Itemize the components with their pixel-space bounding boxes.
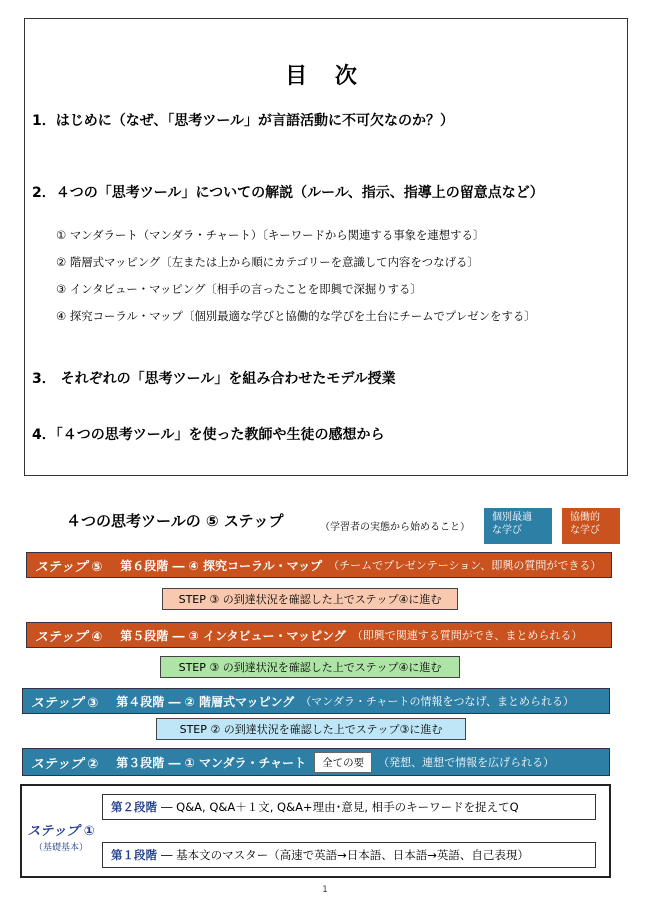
step-4-stage: 第５段階 ― ③ インタビュー・マッピング — [120, 628, 346, 643]
toc-subsection-1: ① マンダラート（マンダラ・チャート）〔キーワードから関連する事象を連想する〕 — [56, 228, 485, 242]
condition-step-4: STEP ③ の到達状況を確認した上でステップ④に進む — [160, 656, 460, 678]
stage-2-row — [102, 794, 596, 820]
toc-section-4: 4．「４つの思考ツール」を使った教師や生徒の感想から — [32, 427, 385, 443]
step-3-desc: （マンダラ・チャートの情報をつなげ、まとめられる） — [300, 695, 575, 708]
step-2-bar — [22, 748, 610, 776]
step-5-bar — [26, 552, 612, 578]
stage-2-text: ― Q&A, Q&A＋１文, Q&A+理由･意見, 相手のキーワードを捉えてQ — [161, 800, 519, 814]
toc-section-3: 3． それぞれの「思考ツール」を組み合わせたモデル授業 — [32, 371, 396, 387]
stage-2-label: 第２段階 — [111, 800, 157, 814]
toc-subsection-3: ③ インタビュー・マッピング〔相手の言ったことを即興で深掘りする〕 — [56, 282, 422, 296]
step-4-bar — [26, 622, 612, 648]
step-3-bar — [22, 688, 610, 714]
condition-step-3: STEP ② の到達状況を確認した上でステップ③に進む — [156, 718, 466, 740]
step-5-label: ステップ ⑤ — [35, 559, 103, 575]
badge-collab — [562, 508, 620, 544]
badge-collab-text: 協働的 な学び — [570, 512, 600, 536]
step-2-label: ステップ ② — [31, 756, 99, 772]
step-2-stage: 第３段階 ― ① マンダラ・チャート — [116, 755, 307, 770]
stage-1-row — [102, 842, 596, 868]
toc-section-1: 1．はじめに（なぜ、「思考ツール」が言語活動に不可欠なのか？） — [32, 113, 455, 129]
step-2-desc: （発想、連想で情報を広げられる） — [378, 756, 555, 769]
toc-subsection-2: ② 階層式マッピング〔左または上から順にカテゴリーを意識して内容をつなげる〕 — [56, 255, 479, 269]
steps-title: ４つの思考ツールの ⑤ ステップ — [66, 512, 284, 530]
step-5-stage: 第６段階 ― ④ 探究コーラル・マップ — [120, 558, 323, 573]
toc-section-2: 2．４つの「思考ツール」についての解説（ルール、指示、指導上の留意点など） — [32, 185, 544, 201]
toc-subsection-4: ④ 探究コーラル・マップ〔個別最適な学びと協働的な学びを土台にチームでプレゼンをする〕 — [56, 309, 536, 323]
badge-individual — [484, 508, 552, 544]
page-number: 1 — [322, 885, 328, 895]
toc-box — [24, 18, 628, 476]
stage-1-text: ― 基本文のマスター（高速で英語→日本語、日本語→英語、自己表現） — [161, 848, 529, 862]
condition-step-5: STEP ③ の到達状況を確認した上でステップ④に進む — [162, 588, 458, 610]
toc-title: 目 次 — [285, 64, 367, 89]
badge-individual-text: 個別最適 な学び — [492, 512, 532, 536]
stage-1-label: 第１段階 — [111, 848, 157, 862]
step-3-label: ステップ ③ — [31, 695, 99, 711]
steps-note: （学習者の実態から始めること） — [320, 522, 470, 533]
step-4-desc: （即興で関連する質問ができ、まとめられる） — [351, 629, 583, 642]
step-1-label: ステップ ① — [27, 824, 95, 839]
step-5-desc: （チームでプレゼンテーション、即興の質問ができる） — [328, 559, 602, 572]
step-1-sublabel: （基礎基本） — [33, 843, 88, 853]
step-4-label: ステップ ④ — [35, 629, 103, 645]
core-badge: 全ての要 — [314, 752, 372, 773]
step-3-stage: 第４段階 ― ② 階層式マッピング — [116, 694, 295, 709]
